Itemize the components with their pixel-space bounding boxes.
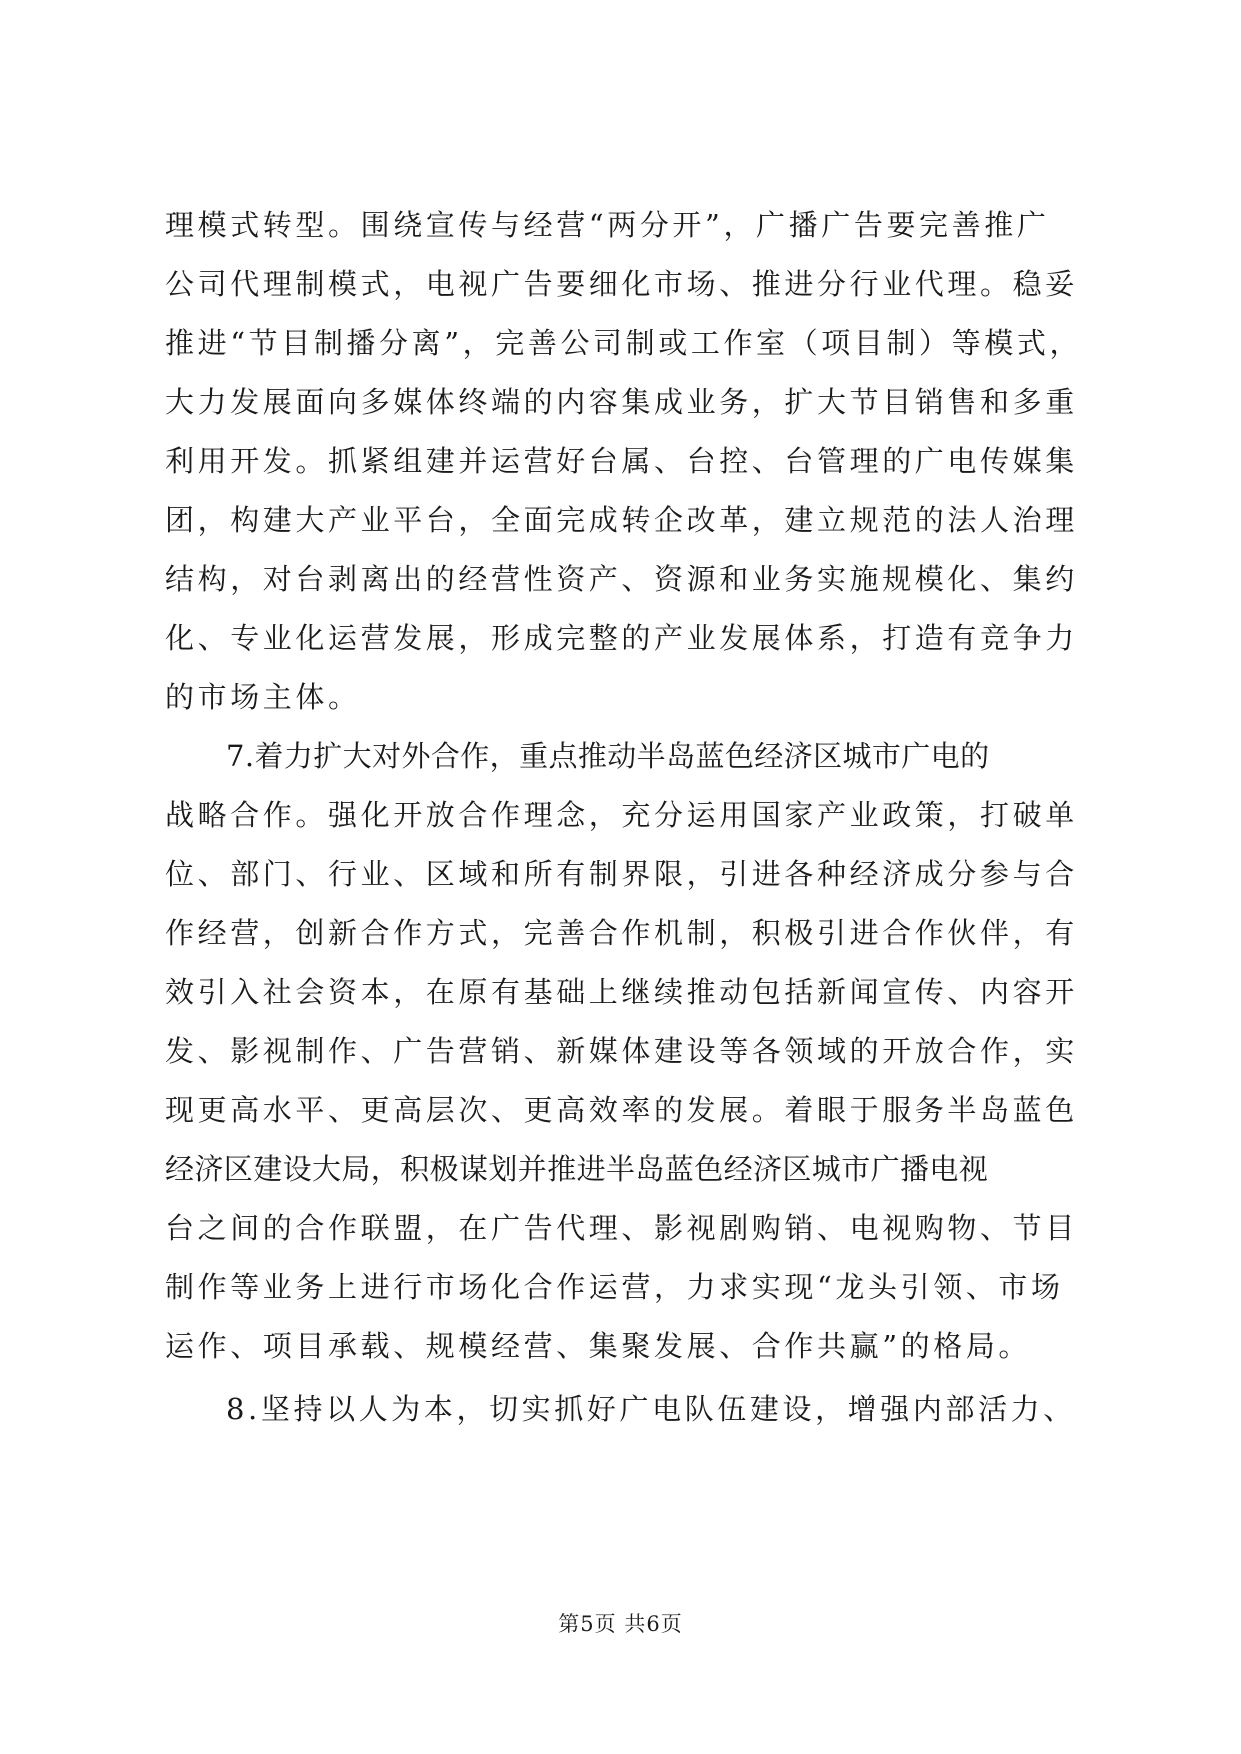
page-number-footer: 第5页 共6页 — [558, 1612, 683, 1636]
text-line: 利用开发。抓紧组建并运营好台属、台控、台管理的广电传媒集 — [165, 444, 1078, 478]
text-line: 推进“节目制播分离”，完善公司制或工作室（项目制）等模式， — [165, 326, 1083, 360]
text-line: 的市场主体。 — [165, 680, 361, 714]
text-line: 公司代理制模式，电视广告要细化市场、推进分行业代理。稳妥 — [165, 267, 1078, 301]
text-line: 台之间的合作联盟，在广告代理、影视剧购销、电视购物、节目 — [165, 1211, 1078, 1245]
text-line: 发、影视制作、广告营销、新媒体建设等各领域的开放合作，实 — [165, 1034, 1078, 1068]
section-heading-7: 7.着力扩大对外合作，重点推动半岛蓝色经济区城市广电的 — [226, 739, 990, 773]
text-line: 理模式转型。围绕宣传与经营“两分开”，广播广告要完善推广 — [165, 208, 1050, 242]
text-line: 化、专业化运营发展，形成完整的产业发展体系，打造有竞争力 — [165, 621, 1078, 655]
text-line: 战略合作。强化开放合作理念，充分运用国家产业政策，打破单 — [165, 798, 1078, 832]
text-line: 大力发展面向多媒体终端的内容集成业务，扩大节目销售和多重 — [165, 385, 1078, 419]
text-line: 运作、项目承载、规模经营、集聚发展、合作共赢”的格局。 — [165, 1329, 1032, 1363]
text-line: 位、部门、行业、区域和所有制界限，引进各种经济成分参与合 — [165, 857, 1078, 891]
text-line: 效引入社会资本，在原有基础上继续推动包括新闻宣传、内容开 — [165, 975, 1078, 1009]
section-heading-8: 8.坚持以人为本，切实抓好广电队伍建设，增强内部活力、 — [226, 1392, 1076, 1426]
text-line: 制作等业务上进行市场化合作运营，力求实现“龙头引领、市场 — [165, 1270, 1064, 1304]
text-line: 经济区建设大局，积极谋划并推进半岛蓝色经济区城市广播电视 — [165, 1152, 989, 1186]
text-line: 团，构建大产业平台，全面完成转企改革，建立规范的法人治理 — [165, 503, 1078, 537]
text-line: 结构，对台剥离出的经营性资产、资源和业务实施规模化、集约 — [165, 562, 1078, 596]
text-line: 现更高水平、更高层次、更高效率的发展。着眼于服务半岛蓝色 — [165, 1093, 1078, 1127]
text-line: 作经营，创新合作方式，完善合作机制，积极引进合作伙伴，有 — [165, 916, 1078, 950]
